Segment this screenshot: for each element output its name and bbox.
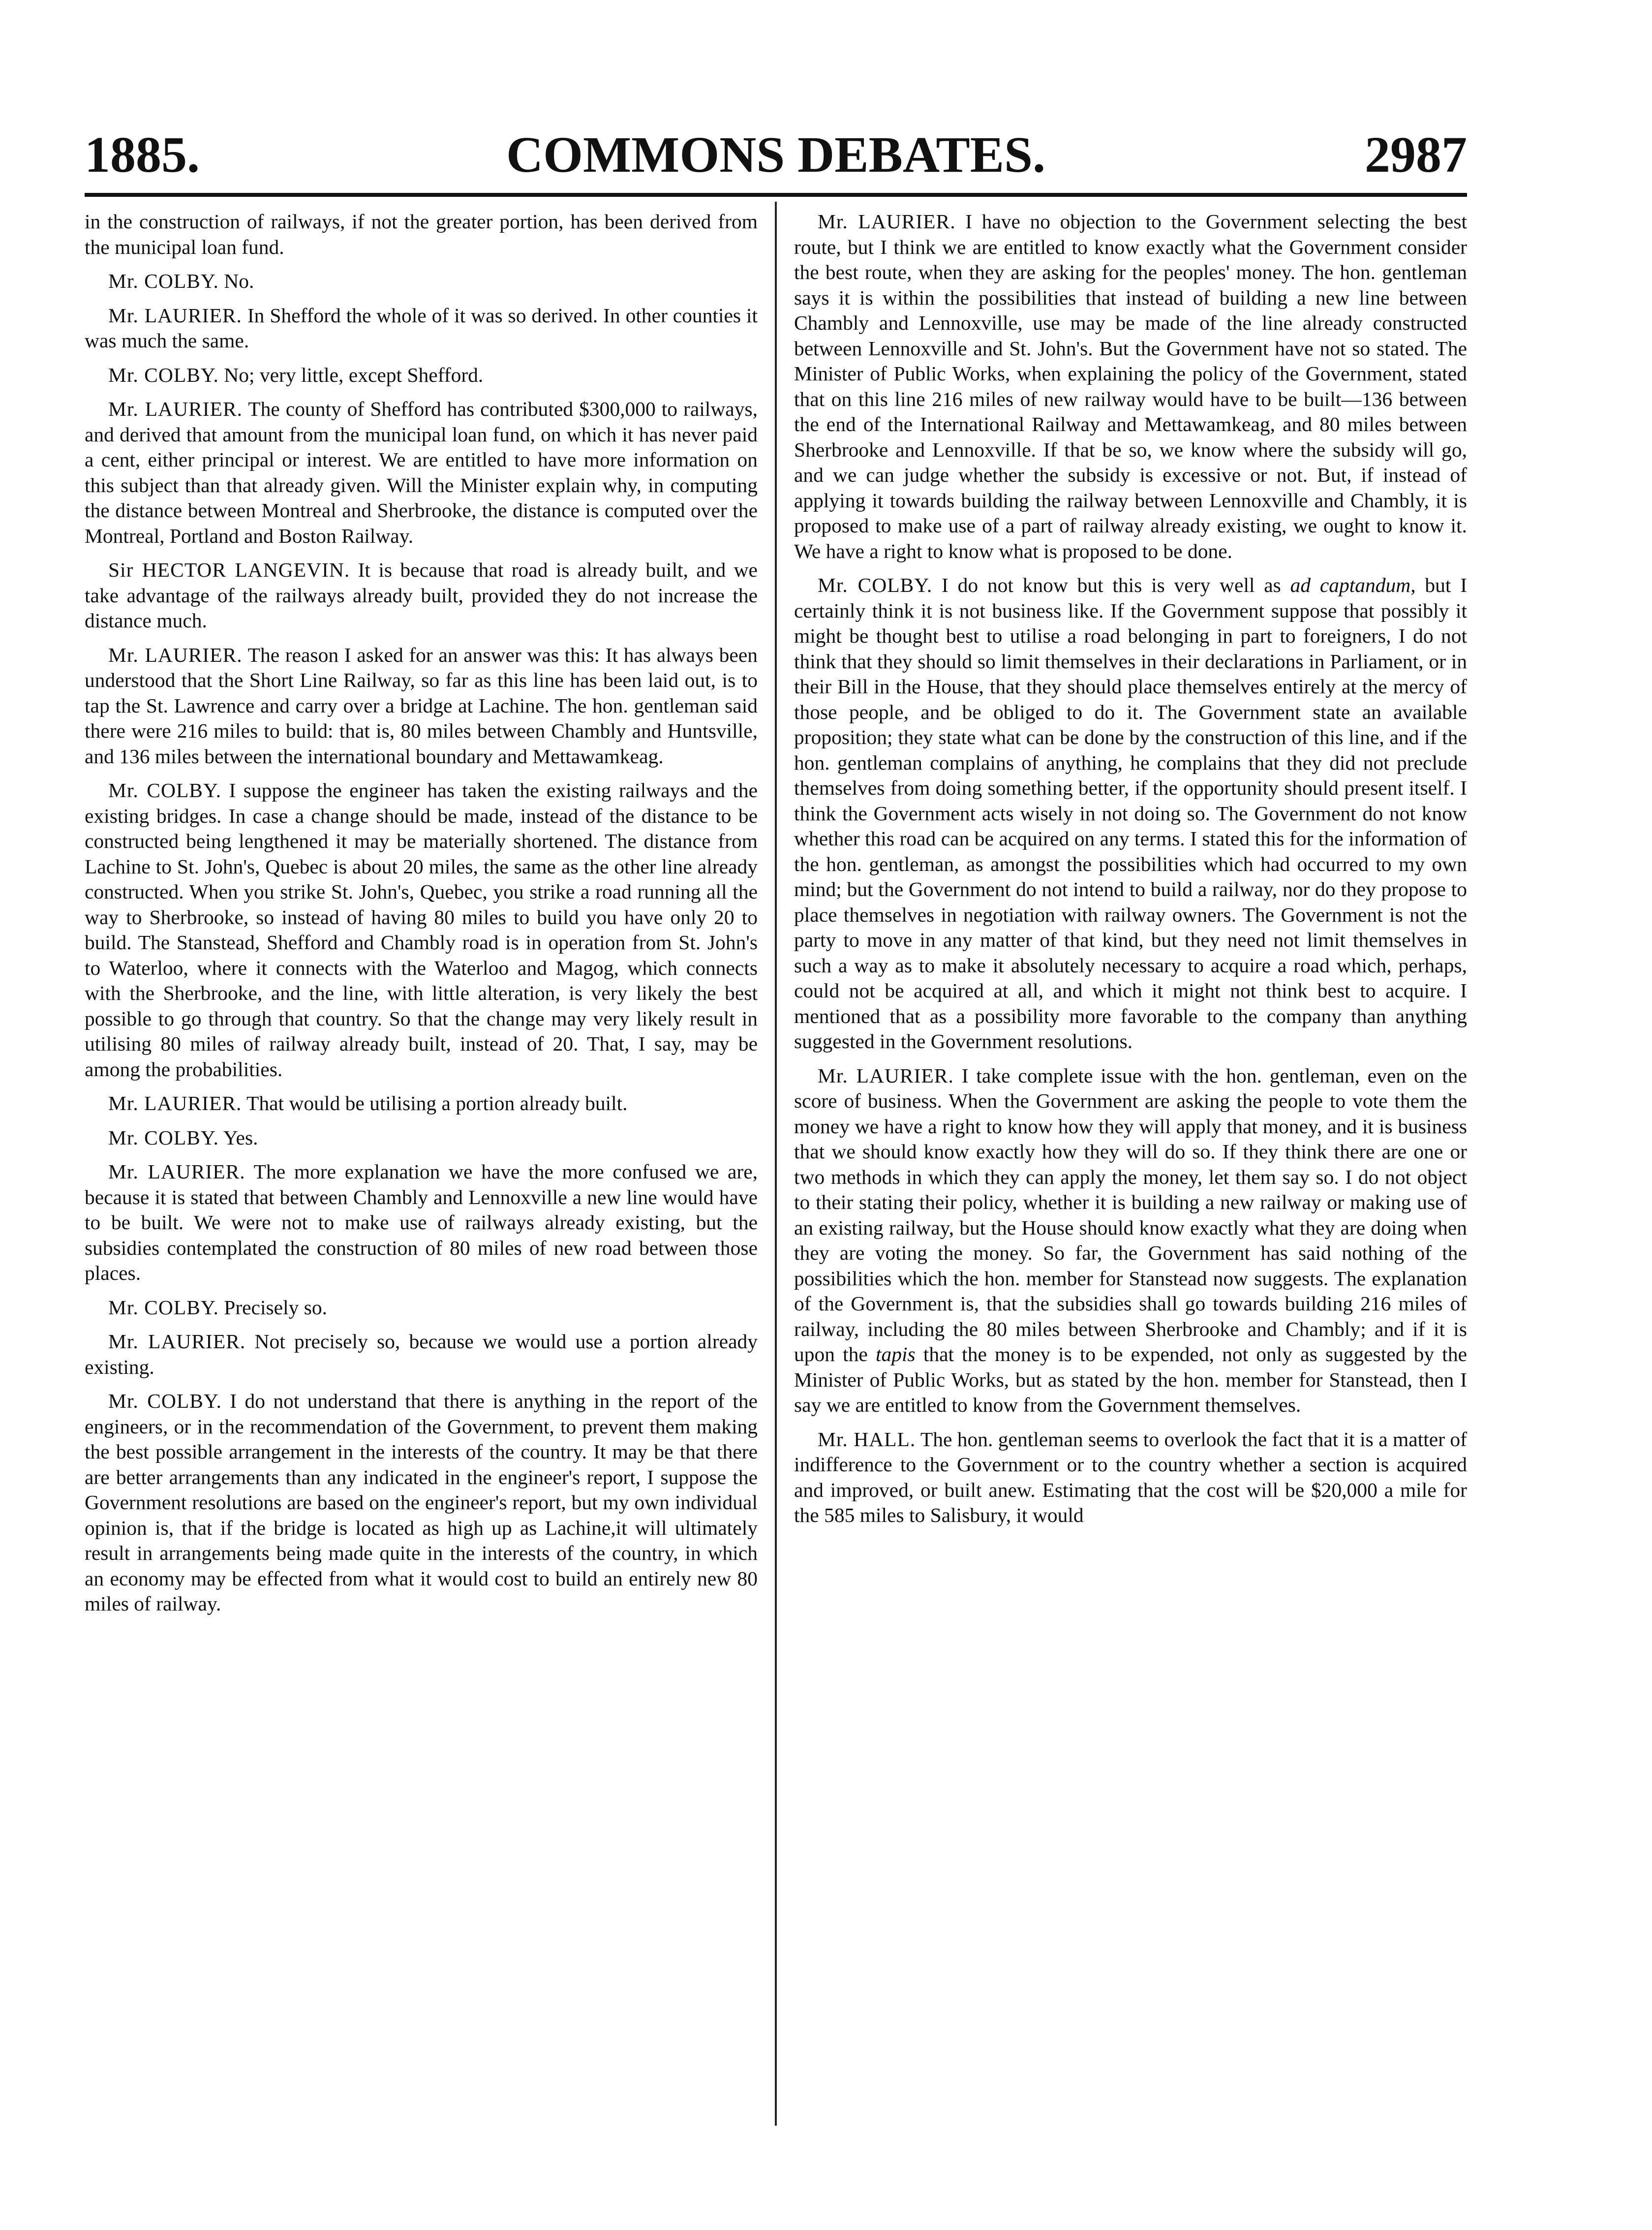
- paragraph-text: That would be utilising a portion already built.: [246, 1092, 628, 1115]
- speaker-name: Mr. LAURIER.: [108, 643, 243, 666]
- paragraph-text-before: I take complete issue with the hon. gentleman, even on the score of business. When the Government are asking the people to vote them the money we have a right to know how they will apply that money, and it is business that we should know exactly how they will do so. If they think there are one or two methods in which they can apply the money, let them say so. I do not object to their stating their policy, whether it is building a new railway or making use of an existing railway, but the House should know exactly what they are doing when they are voting the money. So far, the Government has said nothing of the possibilities which the hon. member for Stanstead now suggests. The explanation of the Government is, that the subsidies shall go towards building 216 miles of railway, including the 80 miles between Sherbrooke and Chambly; and if it is upon the: [794, 1064, 1468, 1365]
- paragraph: [85, 209, 758, 260]
- paragraph: [794, 573, 1467, 1054]
- paragraph-text: The more explanation we have the more confused we are, because it is stated that between Chambly and Lennoxville a new line would have to be built. We were not to make use of railways already existing, but the subsidies contemplated the construction of 80 miles of new road between those places.: [85, 1160, 758, 1284]
- speaker-name: Mr. LAURIER.: [108, 1092, 242, 1115]
- header-page-number: 2987: [1365, 126, 1467, 183]
- speaker-name: Mr. LAURIER.: [108, 304, 242, 327]
- paragraph: [85, 643, 758, 770]
- column-divider: [775, 202, 777, 2126]
- speaker-name: Sir HECTOR LANGEVIN.: [108, 558, 350, 581]
- paragraph: [794, 209, 1467, 564]
- paragraph-text: Yes.: [223, 1126, 258, 1149]
- speaker-name: Mr. COLBY.: [108, 1390, 222, 1412]
- paragraph: [85, 558, 758, 634]
- paragraph-text: The hon. gentleman seems to overlook the fact that it is a matter of indifference to the Government or to the country whether a section is acquired and improved, or built anew. Estimating that the cost will be $20,000 a mile for the 585 miles to Salisbury, it would: [794, 1427, 1467, 1526]
- header-title: COMMONS DEBATES.: [506, 126, 1045, 183]
- paragraph-text: In Shefford the whole of it was so derived. In other counties it was much the same.: [85, 304, 758, 352]
- paragraph: [85, 1125, 758, 1151]
- paragraph: [85, 778, 758, 1082]
- paragraph: [85, 1329, 758, 1380]
- paragraph: [794, 1063, 1467, 1418]
- paragraph-text: It is because that road is already built, and we take advantage of the railways already built, provided they do not increase the distance much.: [85, 558, 758, 632]
- italic-phrase: ad captandum: [1290, 574, 1411, 596]
- speaker-name: Mr. HALL.: [818, 1427, 916, 1451]
- left-column: [85, 209, 758, 1623]
- paragraph-text: I do not understand that there is anything in the report of the engineers, or in the recommendation of the Government, to prevent them making the best possible arrangement in the interests of the country. It may be that there are better arrangements than any indicated in the engineer's report, I suppose the Government resolutions are based on the engineer's report, but my own individual opinion is, that if the bridge is located as high up as Lachine,it will ultimately result in arrangements being made quite in the interests of the country, in which an economy may be effected from what it would cost to build an entirely new 80 miles of railway.: [85, 1390, 758, 1615]
- paragraph-text: in the construction of railways, if not the greater portion, has been derived from the municipal loan fund.: [85, 210, 758, 258]
- paragraph-text: , but I certainly think it is not business like. If the Government suppose that possibly it might be thought best to utilise a road belonging in part to foreigners, I do not think that they should so limit themselves in their declarations in Parliament, or in their Bill in the House, that they should place themselves entirely at the mercy of those people, and be obliged to do it. The Government state an available proposition; they state what can be done by the construction of this line, and if the hon. gentleman complains of anything, he complains that they did not preclude themselves from doing something better, if the opportunity should present itself. I think the Government acts wisely in not doing so. The Government do not know whether this road can be acquired on any terms. I stated this for the information of the hon. gentleman, as amongst the possibilities which had occurred to my own mind; but the Government do not intend to build a railway, nor do they propose to place themselves in negotiation with railway owners. The Government is not the party to move in any matter of that kind, but they need not limit themselves in such a way as to make it absolutely necessary to acquire a road which, perhaps, could not be acquired at all, and which it might not think best to acquire. I mentioned that as a possibility more favorable to the company than anything suggested in the Government resolutions.: [794, 574, 1468, 1053]
- paragraph-text: No.: [224, 270, 254, 292]
- paragraph: [85, 363, 758, 388]
- paragraph: [85, 1295, 758, 1321]
- paragraph-text-before: I do not know but this is very well as: [942, 574, 1290, 596]
- speaker-name: Mr. LAURIER.: [108, 1330, 246, 1353]
- paragraph-text: I have no objection to the Government selecting the best route, but I think we are entitled to know exactly what the Government consider the best route, when they are asking for the peoples' money. The hon. gentleman says it is within the possibilities that instead of building a new line between Chambly and Lennoxville, use may be made of the line already constructed between Lennoxville and St. John's. But the Government have not so stated. The Minister of Public Works, when explaining the policy of the Government, stated that on this line 216 miles of new railway would have to be built—136 between the end of the International Railway and Mettawamkeag, and 80 miles between Sherbrooke and Lennoxville. If that be so, we know where the subsidy will go, and we can judge whether the subsidy is excessive or not. But, if instead of applying it towards building the railway between Lennoxville and Chambly, it is proposed to make use of a part of railway already existing, we ought to know it. We have a right to know what is proposed to be done.: [794, 210, 1468, 562]
- speaker-name: Mr. LAURIER.: [818, 210, 956, 233]
- italic-phrase: tapis: [875, 1343, 916, 1365]
- speaker-name: Mr. COLBY.: [818, 574, 933, 596]
- speaker-name: Mr. COLBY.: [108, 1126, 219, 1149]
- header-rule: [85, 193, 1467, 197]
- paragraph: [85, 303, 758, 354]
- paragraph-text: The county of Shefford has contributed $300,000 to railways, and derived that amount from the municipal loan fund, on which it has never paid a cent, either principal or interest. We are entitled to have more information on this subject than that already given. Will the Minister explain why, in computing the distance between Montreal and Sherbrooke, the distance is computed over the Montreal, Portland and Boston Railway.: [85, 398, 758, 547]
- paragraph: [85, 1389, 758, 1617]
- speaker-name: Mr. COLBY.: [108, 779, 221, 802]
- speaker-name: Mr. LAURIER.: [108, 1160, 245, 1183]
- paragraph-text: The reason I asked for an answer was this: It has always been understood that the Short Line Railway, so far as this line has been laid out, is to tap the St. Lawrence and carry over a bridge at Lachine. The hon. gentleman said there were 216 miles to build: that is, 80 miles between Chambly and Huntsville, and 136 miles between the international boundary and Mettawamkeag.: [85, 643, 758, 768]
- paragraph-text: No; very little, except Shefford.: [224, 363, 484, 386]
- paragraph-text: Precisely so.: [224, 1296, 328, 1319]
- paragraph: [85, 1159, 758, 1286]
- paragraph-text: I suppose the engineer has taken the existing railways and the existing bridges. In case a change should be made, instead of the distance to be constructed being lengthened it may be materially shortened. The distance from Lachine to St. John's, Quebec is about 20 miles, the same as the other line already constructed. When you strike St. John's, Quebec, you strike a road running all the way to Sherbrooke, so instead of having 80 miles to build you have only 20 to build. The Stanstead, Shefford and Chambly road is in operation from St. John's to Waterloo, where it connects with the Waterloo and Magog, which connects with the Sherbrooke, and the line, with little alteration, is very likely the best possible to go through that country. So that the change may very likely result in utilising 80 miles of railway already built, instead of 20. That, I say, may be among the probabilities.: [85, 779, 758, 1081]
- paragraph: [794, 1427, 1467, 1528]
- speaker-name: Mr. COLBY.: [108, 270, 219, 292]
- page-header: [85, 123, 1467, 192]
- header-year: 1885.: [85, 126, 200, 183]
- speaker-name: Mr. LAURIER.: [108, 398, 243, 420]
- paragraph: [85, 1091, 758, 1116]
- paragraph: [85, 269, 758, 294]
- paragraph: [85, 397, 758, 549]
- speaker-name: Mr. LAURIER.: [818, 1064, 954, 1087]
- paragraph-text: Not precisely so, because we would use a portion already existing.: [85, 1330, 758, 1378]
- speaker-name: Mr. COLBY.: [108, 363, 219, 386]
- right-column: [794, 209, 1467, 1534]
- paragraph-text: that the money is to be expended, not only as suggested by the Minister of Public Works, but as stated by the hon. member for Stanstead, then I say we are entitled to know from the Government themselves.: [794, 1343, 1467, 1416]
- speaker-name: Mr. COLBY.: [108, 1296, 219, 1319]
